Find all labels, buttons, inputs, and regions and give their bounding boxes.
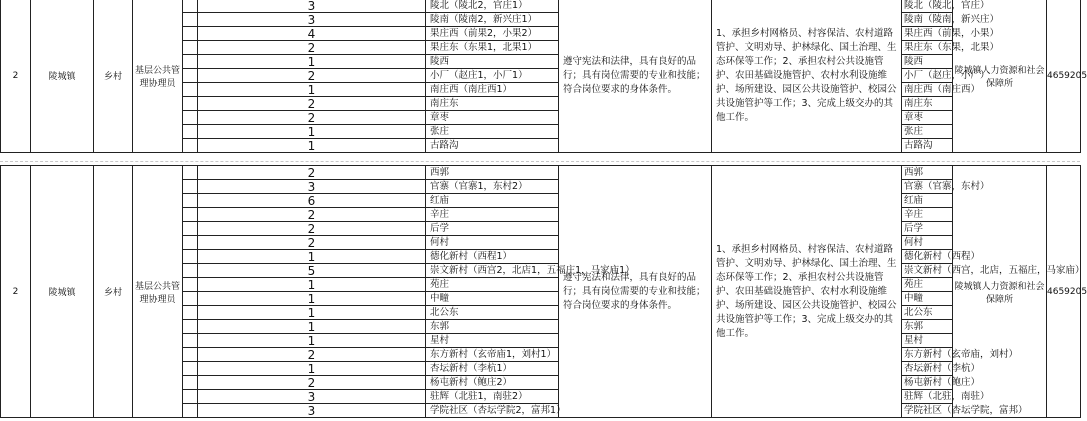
village-cell: 学院社区（杏坛学院2，富邦1） xyxy=(426,404,559,418)
spacer-cell xyxy=(183,125,198,139)
seq-cell: 2 xyxy=(1,166,31,418)
quota-cell: 1 xyxy=(198,139,426,153)
spacer-cell xyxy=(183,69,198,83)
location-cell: 陵西 xyxy=(902,55,953,69)
village-cell: 小厂（赵庄1，小厂1） xyxy=(426,69,559,83)
spacer-cell xyxy=(183,320,198,334)
village-cell: 章枣 xyxy=(426,111,559,125)
village-cell: 东郭 xyxy=(426,320,559,334)
location-cell: 陵北（陵北，官庄） xyxy=(902,0,953,13)
village-cell: 南庄西（南庄西1） xyxy=(426,83,559,97)
spacer-cell xyxy=(183,97,198,111)
location-cell: 崇文新村（西宫，北店，五福庄，马家庙） xyxy=(902,264,953,278)
location-cell: 杨屯新村（鲍庄） xyxy=(902,376,953,390)
village-cell: 辛庄 xyxy=(426,208,559,222)
location-cell: 南庄东 xyxy=(902,97,953,111)
quota-cell: 1 xyxy=(198,250,426,264)
dept-cell: 陵城镇人力资源和社会保障所 xyxy=(953,166,1047,418)
village-cell: 古路沟 xyxy=(426,139,559,153)
location-cell: 德化新村（西程） xyxy=(902,250,953,264)
quota-cell: 6 xyxy=(198,194,426,208)
location-cell: 果庄西（前果，小果） xyxy=(902,27,953,41)
quota-cell: 1 xyxy=(198,55,426,69)
location-cell: 北公东 xyxy=(902,306,953,320)
town-cell: 陵城镇 xyxy=(31,0,94,153)
village-cell: 红庙 xyxy=(426,194,559,208)
spacer-cell xyxy=(183,236,198,250)
area-cell: 乡村 xyxy=(94,0,133,153)
quota-cell: 1 xyxy=(198,83,426,97)
quota-cell: 3 xyxy=(198,0,426,13)
dept-cell: 陵城镇人力资源和社会保障所 xyxy=(953,0,1047,153)
location-cell: 张庄 xyxy=(902,125,953,139)
quota-cell: 2 xyxy=(198,166,426,180)
spacer-cell xyxy=(183,0,198,13)
village-cell: 何村 xyxy=(426,236,559,250)
quota-cell: 4 xyxy=(198,27,426,41)
table-block-upper xyxy=(0,0,1087,153)
quota-cell: 2 xyxy=(198,69,426,83)
location-cell: 西郭 xyxy=(902,166,953,180)
village-cell: 杨屯新村（鲍庄2） xyxy=(426,376,559,390)
post-cell: 基层公共管理协理员 xyxy=(133,166,183,418)
spacer-cell xyxy=(183,111,198,125)
table-block-lower xyxy=(0,165,1087,418)
village-cell: 南庄东 xyxy=(426,97,559,111)
page-break-line xyxy=(0,161,1080,162)
spacer-cell xyxy=(183,404,198,418)
table-row xyxy=(1,0,1081,13)
town-cell: 陵城镇 xyxy=(31,166,94,418)
quota-cell: 2 xyxy=(198,222,426,236)
village-cell: 果庄东（东果1，北果1） xyxy=(426,41,559,55)
phone-cell: 4659205 xyxy=(1047,166,1081,418)
quota-cell: 3 xyxy=(198,404,426,418)
village-cell: 苑庄 xyxy=(426,278,559,292)
quota-cell: 5 xyxy=(198,264,426,278)
area-cell: 乡村 xyxy=(94,166,133,418)
table-row xyxy=(1,166,1081,180)
location-cell: 何村 xyxy=(902,236,953,250)
location-cell: 小厂（赵庄，小厂） xyxy=(902,69,953,83)
spacer-cell xyxy=(183,390,198,404)
quota-cell: 1 xyxy=(198,362,426,376)
quota-cell: 2 xyxy=(198,41,426,55)
village-cell: 北公东 xyxy=(426,306,559,320)
village-cell: 西郭 xyxy=(426,166,559,180)
spacer-cell xyxy=(183,334,198,348)
spacer-cell xyxy=(183,194,198,208)
seq-cell: 2 xyxy=(1,0,31,153)
location-cell: 学院社区（杏坛学院，富邦） xyxy=(902,404,953,418)
location-cell: 东方新村（玄帝庙，刘村） xyxy=(902,348,953,362)
village-cell: 杏坛新村（李杭1） xyxy=(426,362,559,376)
quota-cell: 2 xyxy=(198,236,426,250)
spacer-cell xyxy=(183,222,198,236)
village-cell: 果庄西（前果2，小果2） xyxy=(426,27,559,41)
spacer-cell xyxy=(183,348,198,362)
location-cell: 官寨（官寨，东村） xyxy=(902,180,953,194)
village-cell: 中疃 xyxy=(426,292,559,306)
quota-cell: 1 xyxy=(198,306,426,320)
location-cell: 古路沟 xyxy=(902,139,953,153)
village-cell: 官寨（官寨1，东村2） xyxy=(426,180,559,194)
spacer-cell xyxy=(183,306,198,320)
quota-cell: 1 xyxy=(198,278,426,292)
location-cell: 陵南（陵南，新兴庄） xyxy=(902,13,953,27)
spacer-cell xyxy=(183,264,198,278)
location-cell: 东郭 xyxy=(902,320,953,334)
spacer-cell xyxy=(183,208,198,222)
location-cell: 南庄西（南庄西） xyxy=(902,83,953,97)
quota-cell: 3 xyxy=(198,180,426,194)
recruitment-table xyxy=(0,0,1087,153)
quota-cell: 2 xyxy=(198,376,426,390)
spacer-cell xyxy=(183,180,198,194)
qualification-cell: 遵守宪法和法律，具有良好的品行；具有岗位需要的专业和技能；符合岗位要求的身体条件。 xyxy=(559,166,712,418)
quota-cell: 3 xyxy=(198,13,426,27)
village-cell: 陵西 xyxy=(426,55,559,69)
village-cell: 崇文新村（西宫2，北店1，五福庄1，马家庙1） xyxy=(426,264,559,278)
village-cell: 张庄 xyxy=(426,125,559,139)
location-cell: 后学 xyxy=(902,222,953,236)
village-cell: 陵南（陵南2，新兴庄1） xyxy=(426,13,559,27)
village-cell: 后学 xyxy=(426,222,559,236)
post-cell: 基层公共管理协理员 xyxy=(133,0,183,153)
location-cell: 杏坛新村（李杭） xyxy=(902,362,953,376)
duty-cell: 1、承担乡村网格员、村容保洁、农村道路管护、文明劝导、护林绿化、国土治理、生态环保等工作；2、承担农村公共设施管护、农田基础设施管护、农村水利设施维护、场所建设、园区公共设施管护、校园公共设施管护等工作；3、完成上级交办的其他工作。 xyxy=(712,166,902,418)
village-cell: 星村 xyxy=(426,334,559,348)
quota-cell: 1 xyxy=(198,320,426,334)
village-cell: 德化新村（西程1） xyxy=(426,250,559,264)
location-cell: 果庄东（东果，北果） xyxy=(902,41,953,55)
quota-cell: 2 xyxy=(198,208,426,222)
village-cell: 驻辉（北驻1，南驻2） xyxy=(426,390,559,404)
spacer-cell xyxy=(183,362,198,376)
quota-cell: 1 xyxy=(198,125,426,139)
quota-cell: 2 xyxy=(198,111,426,125)
location-cell: 星村 xyxy=(902,334,953,348)
quota-cell: 1 xyxy=(198,292,426,306)
location-cell: 章枣 xyxy=(902,111,953,125)
quota-cell: 3 xyxy=(198,390,426,404)
qualification-cell: 遵守宪法和法律，具有良好的品行；具有岗位需要的专业和技能；符合岗位要求的身体条件。 xyxy=(559,0,712,153)
phone-cell: 4659205 xyxy=(1047,0,1081,153)
village-cell: 陵北（陵北2，官庄1） xyxy=(426,0,559,13)
spacer-cell xyxy=(183,41,198,55)
spacer-cell xyxy=(183,292,198,306)
spacer-cell xyxy=(183,376,198,390)
quota-cell: 2 xyxy=(198,97,426,111)
spacer-cell xyxy=(183,166,198,180)
recruitment-table xyxy=(0,165,1087,418)
spacer-cell xyxy=(183,83,198,97)
duty-cell: 1、承担乡村网格员、村容保洁、农村道路管护、文明劝导、护林绿化、国土治理、生态环保等工作；2、承担农村公共设施管护、农田基础设施管护、农村水利设施维护、场所建设、园区公共设施管护、校园公共设施管护等工作；3、完成上级交办的其他工作。 xyxy=(712,0,902,153)
spacer-cell xyxy=(183,13,198,27)
village-cell: 东方新村（玄帝庙1，刘村1） xyxy=(426,348,559,362)
location-cell: 中疃 xyxy=(902,292,953,306)
spacer-cell xyxy=(183,139,198,153)
location-cell: 驻辉（北驻，南驻） xyxy=(902,390,953,404)
spacer-cell xyxy=(183,27,198,41)
quota-cell: 1 xyxy=(198,334,426,348)
location-cell: 红庙 xyxy=(902,194,953,208)
location-cell: 苑庄 xyxy=(902,278,953,292)
spacer-cell xyxy=(183,55,198,69)
spacer-cell xyxy=(183,250,198,264)
quota-cell: 2 xyxy=(198,348,426,362)
spacer-cell xyxy=(183,278,198,292)
location-cell: 辛庄 xyxy=(902,208,953,222)
